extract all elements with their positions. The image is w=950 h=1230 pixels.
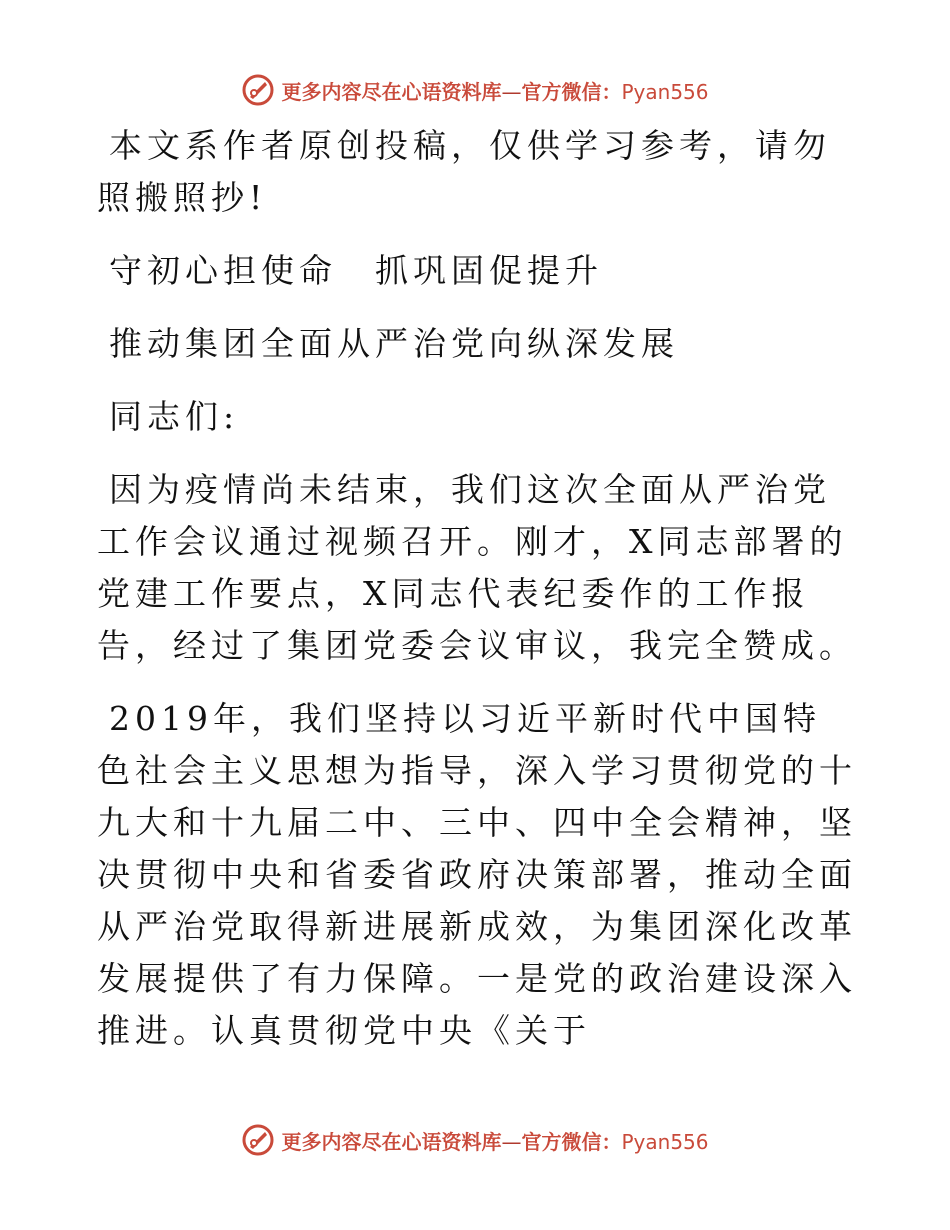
watermark-wechat-id: Pyan556 — [621, 79, 709, 104]
document-title-line-2: 推动集团全面从严治党向纵深发展 — [109, 324, 679, 363]
watermark-wechat-id: Pyan556 — [621, 1129, 709, 1154]
watermark-label: 官方微信： — [521, 79, 622, 104]
watermark-separator: — — [501, 79, 522, 104]
document-body — [97, 120, 857, 1078]
copyright-notice: 本文系作者原创投稿，仅供学习参考，请勿照搬照抄! — [97, 126, 831, 217]
salutation: 同志们: — [109, 397, 240, 436]
body-paragraph-2: 2019年，我们坚持以习近平新时代中国特色社会主义思想为指导，深入学习贯彻党的十九大和十九届二中、三中、四中全会精神，坚决贯彻中央和省委省政府决策部署，推动全面从严治党取得新进展新成效，为集团深化改革发展提供了有力保障。一是党的政治建设深入推进。认真贯彻党中央《关于 — [97, 699, 857, 1050]
watermark-separator: — — [501, 1129, 522, 1154]
quill-seal-icon — [241, 73, 275, 107]
watermark-main-text: 更多内容尽在心语资料库 — [281, 1129, 502, 1154]
document-title-line-1: 守初心担使命 抓巩固促提升 — [109, 251, 603, 290]
header-watermark — [0, 70, 950, 110]
footer-watermark — [0, 1120, 950, 1160]
watermark-main-text: 更多内容尽在心语资料库 — [281, 79, 502, 104]
quill-seal-icon — [241, 1123, 275, 1157]
watermark-label: 官方微信： — [521, 1129, 622, 1154]
body-paragraph-1: 因为疫情尚未结束，我们这次全面从严治党工作会议通过视频召开。刚才，X同志部署的党建工作要点，X同志代表纪委作的工作报告，经过了集团党委会议审议，我完全赞成。 — [97, 470, 857, 665]
